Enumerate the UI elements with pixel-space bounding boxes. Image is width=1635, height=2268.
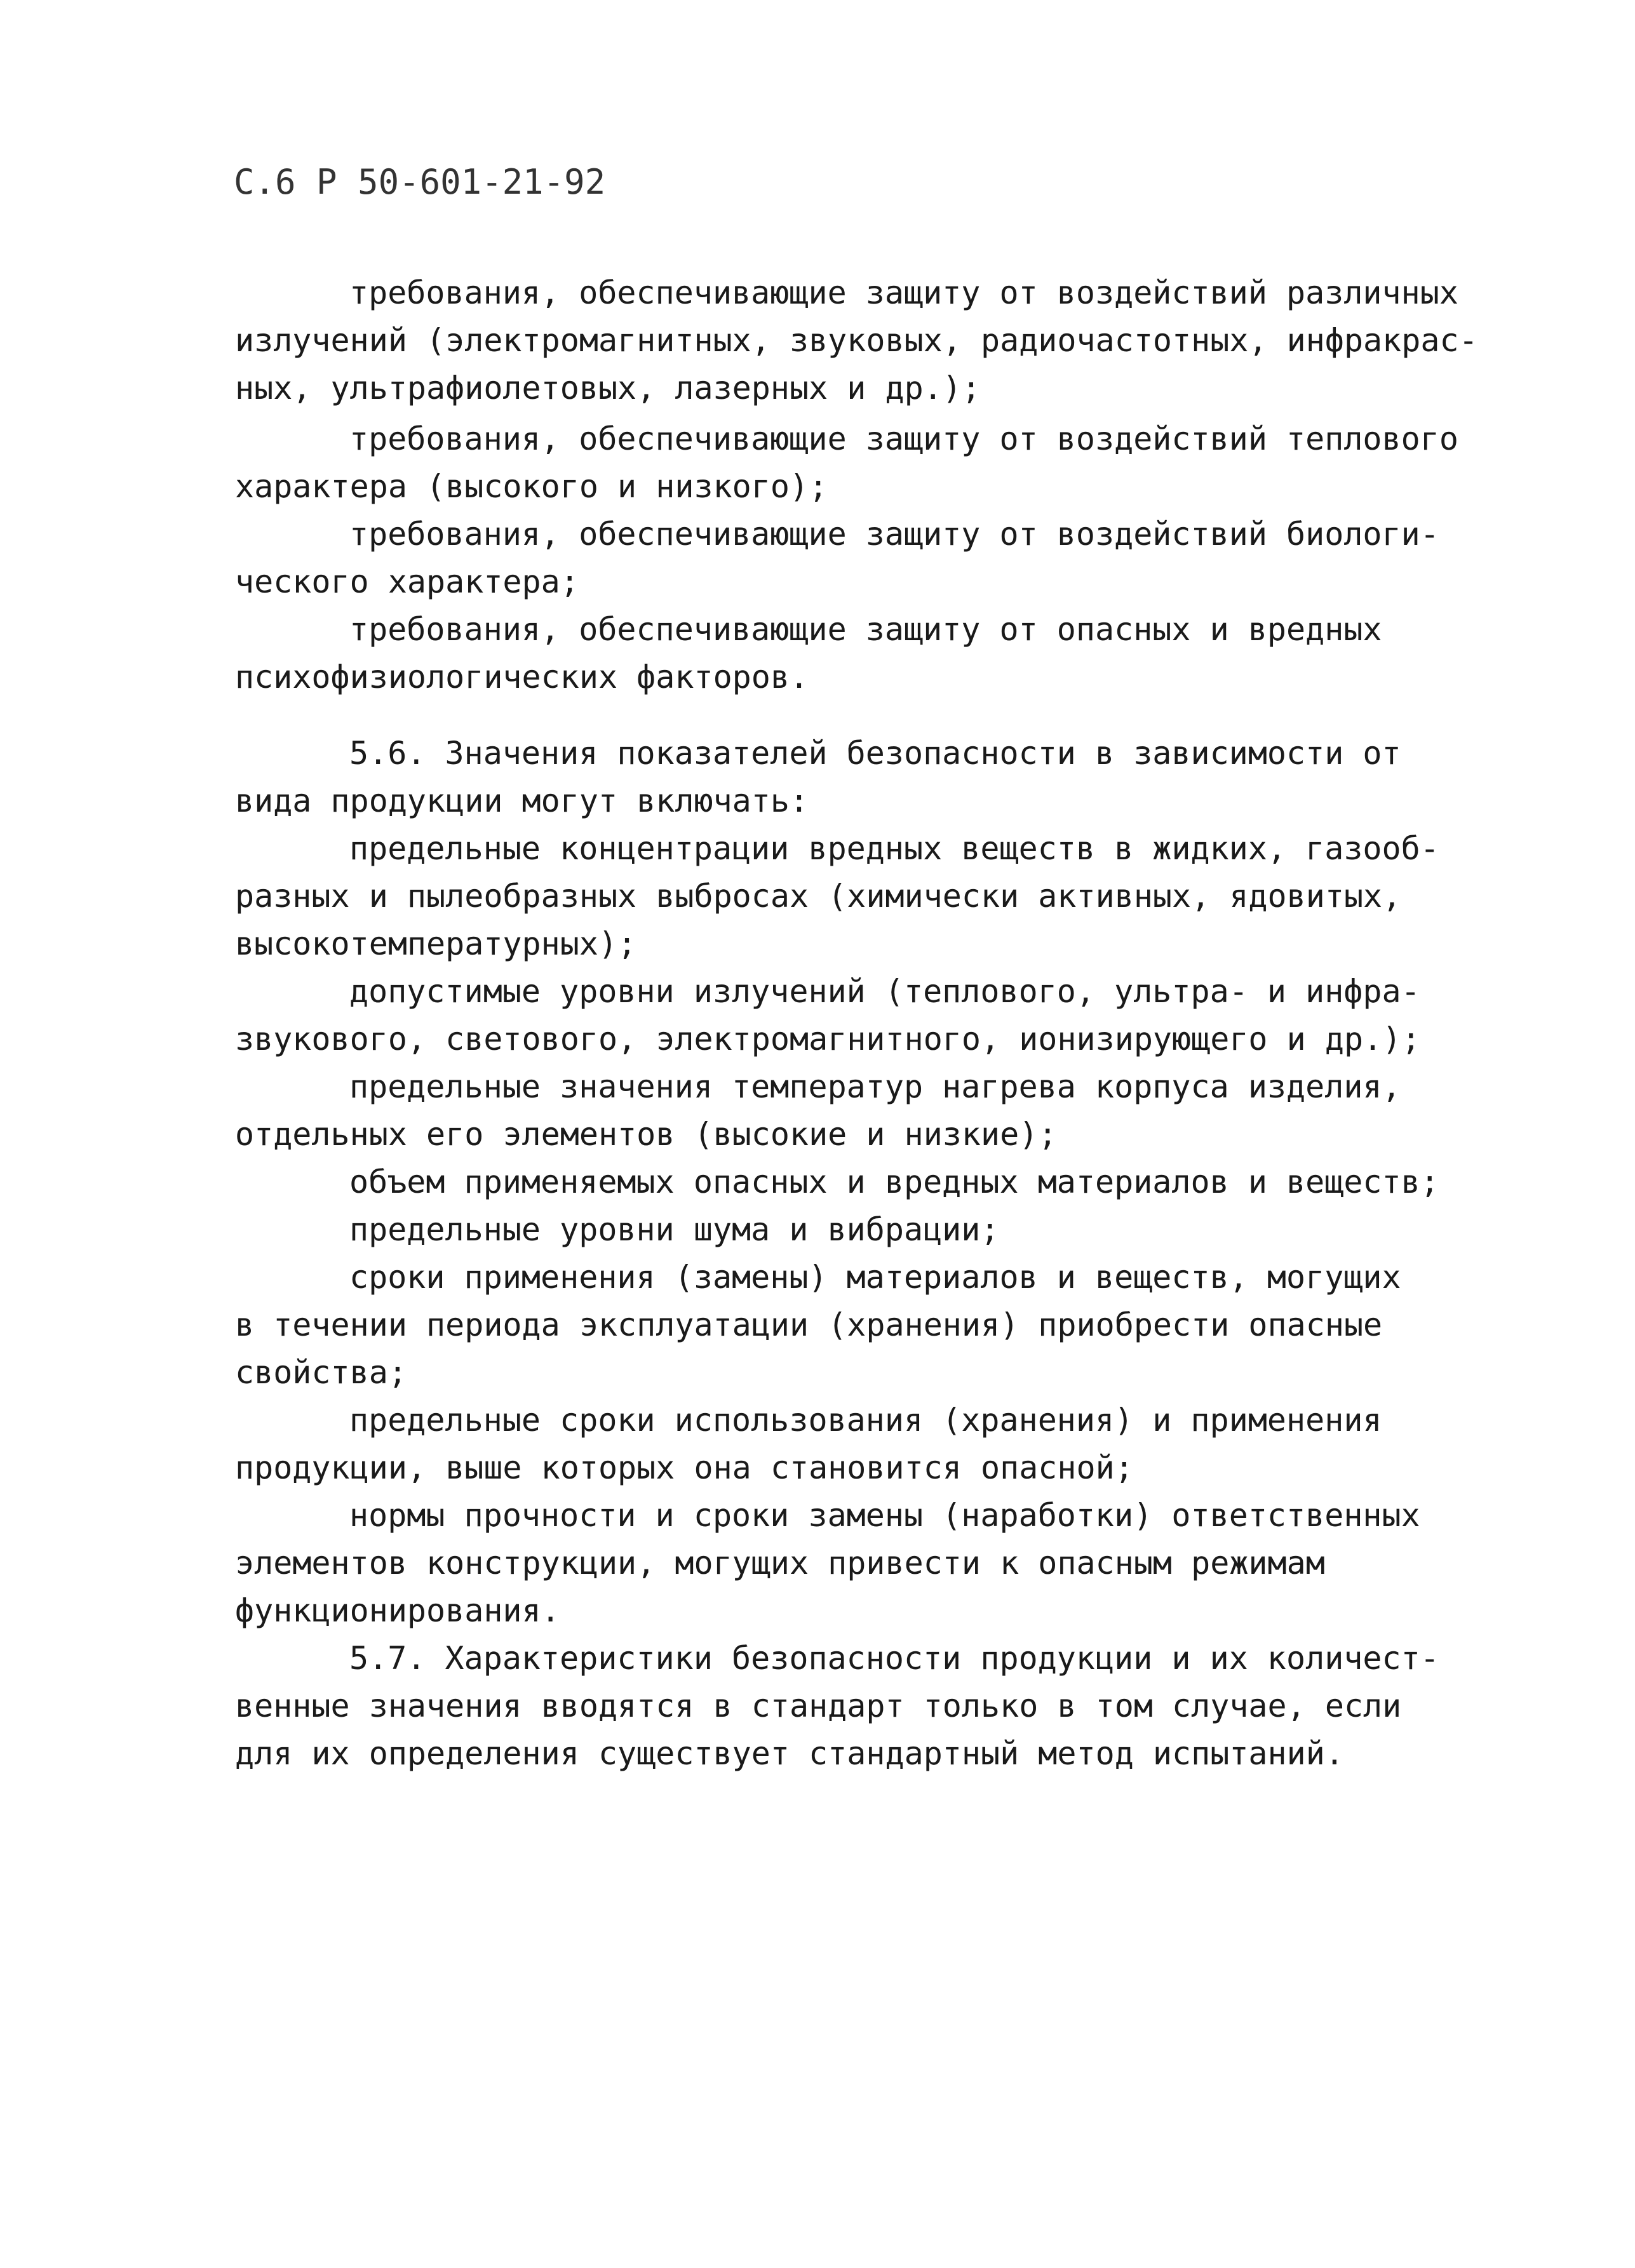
text-line: характера (высокого и низкого);: [235, 468, 828, 505]
text-line: предельные значения температур нагрева корпуса изделия,: [349, 1068, 1401, 1105]
section-heading-5-6: 5.6. Значения показателей безопасности в зависимости от: [349, 735, 1401, 772]
text-line: для их определения существует стандартный метод испытаний.: [235, 1735, 1344, 1772]
text-line: вида продукции могут включать:: [235, 782, 809, 819]
text-line: предельные сроки использования (хранения) и применения: [349, 1402, 1382, 1439]
text-line: требования, обеспечивающие защиту от воздействий теплового: [349, 420, 1458, 457]
text-line: функционирования.: [235, 1592, 560, 1629]
text-line: продукции, выше которых она становится опасной;: [235, 1449, 1134, 1486]
text-line: предельные уровни шума и вибрации;: [349, 1211, 1000, 1248]
page-header: С.6 Р 50-601-21-92: [234, 162, 606, 202]
text-line: объем применяемых опасных и вредных материалов и веществ;: [349, 1164, 1439, 1200]
text-line: венные значения вводятся в стандарт только в том случае, если: [235, 1688, 1402, 1724]
text-line: свойства;: [235, 1354, 407, 1391]
text-line: нормы прочности и сроки замены (наработки) ответственных: [349, 1497, 1420, 1534]
text-line: требования, обеспечивающие защиту от воздействий различных: [349, 274, 1458, 311]
text-line: требования, обеспечивающие защиту от опасных и вредных: [349, 611, 1382, 648]
text-line: ческого характера;: [235, 563, 579, 600]
text-line: ных, ультрафиолетовых, лазерных и др.);: [235, 370, 981, 406]
text-line: излучений (электромагнитных, звуковых, радиочастотных, инфракрас-: [235, 322, 1478, 359]
section-heading-5-7: 5.7. Характеристики безопасности продукции и их количест-: [349, 1640, 1439, 1677]
text-line: элементов конструкции, могущих привести к опасным режимам: [235, 1545, 1325, 1581]
text-line: требования, обеспечивающие защиту от воздействий биологи-: [349, 516, 1439, 553]
text-line: предельные концентрации вредных веществ в жидких, газооб-: [349, 830, 1439, 867]
text-line: в течении периода эксплуатации (хранения) приобрести опасные: [235, 1306, 1383, 1343]
text-line: разных и пылеобразных выбросах (химически активных, ядовитых,: [235, 878, 1402, 915]
text-line: психофизиологических факторов.: [235, 659, 809, 695]
text-line: звукового, светового, электромагнитного, ионизирующего и др.);: [235, 1021, 1421, 1057]
text-line: сроки применения (замены) материалов и веществ, могущих: [349, 1259, 1401, 1296]
text-line: допустимые уровни излучений (теплового, ультра- и инфра-: [349, 973, 1420, 1010]
text-line: отдельных его элементов (высокие и низкие);: [235, 1116, 1058, 1153]
text-line: высокотемпературных);: [235, 925, 637, 962]
